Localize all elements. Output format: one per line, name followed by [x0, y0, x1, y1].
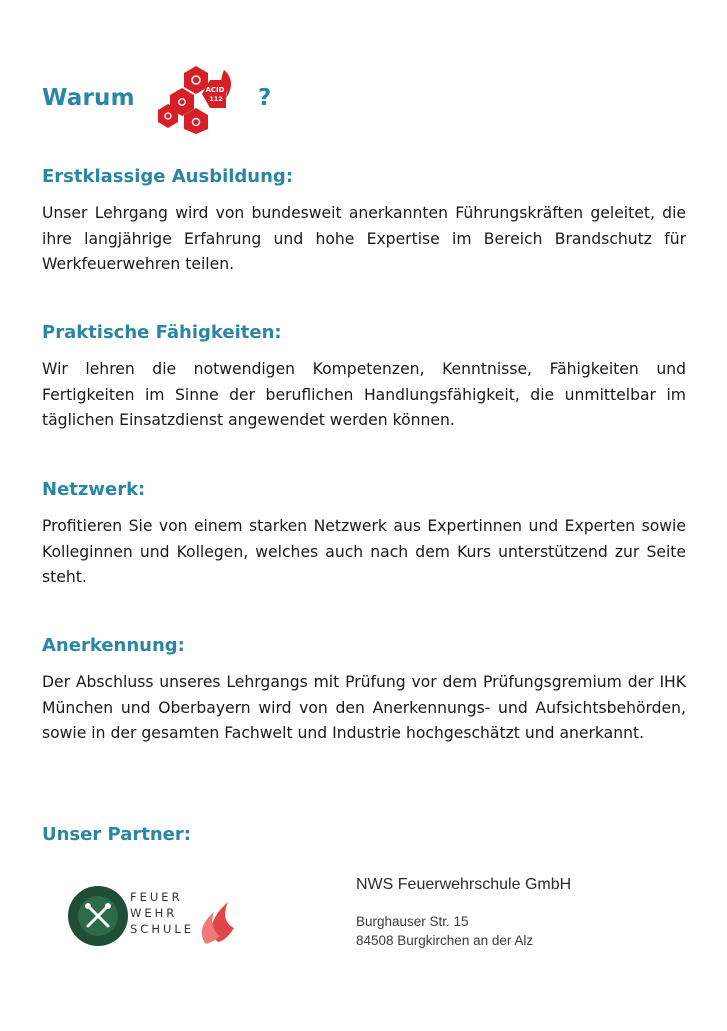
section-anerkennung — [42, 635, 686, 747]
title-word: Warum — [42, 85, 135, 111]
section-netzwerk — [42, 479, 686, 591]
section-heading: Erstklassige Ausbildung: — [42, 166, 294, 187]
section-heading: Netzwerk: — [42, 479, 146, 500]
acid-logo-number: 112 — [209, 95, 223, 103]
wordmark-line: FEUER — [130, 890, 183, 904]
title-question-mark: ? — [258, 85, 272, 111]
section-body: Unser Lehrgang wird von bundesweit anerkannten Führungskräften geleitet, die ihre langjährige Erfahrung und hohe Expertise im Bereich Brandschutz für Werkfeuerwehren teilen. — [42, 204, 686, 273]
partner-street: Burghauser Str. 15 — [356, 914, 469, 929]
partner-address-block — [356, 876, 571, 950]
wordmark-line: SCHULE — [130, 922, 195, 936]
section-heading: Praktische Fähigkeiten: — [42, 322, 282, 343]
wordmark-line: WEHR — [130, 906, 178, 920]
feuerwehrschule-wordmark — [130, 889, 194, 937]
section-ausbildung — [42, 166, 686, 278]
section-body: Profitieren Sie von einem starken Netzwerk aus Expertinnen und Experten sowie Kolleginnen und Kollegen, welches auch nach dem Kurs unterstützend zur Seite steht. — [42, 517, 686, 586]
section-body: Wir lehren die notwendigen Kompetenzen, Kenntnisse, Fähigkeiten und Fertigkeiten im Sinne der beruflichen Handlungsfähigkeit, die unmittelbar im täglichen Einsatzdienst angewendet werden können. — [42, 360, 686, 429]
section-heading: Anerkennung: — [42, 635, 185, 656]
section-body: Der Abschluss unseres Lehrgangs mit Prüfung vor dem Prüfungsgremium der IHK München und Oberbayern wird von den Anerkennungs- und Aufsichtsbehörden, sowie in der gesamten Fachwelt und Industrie hochgeschätzt und anerkannt. — [42, 673, 686, 742]
section-faehigkeiten — [42, 322, 686, 434]
title-row — [42, 64, 302, 134]
acid112-logo-icon — [154, 64, 238, 134]
partner-company-name: NWS Feuerwehrschule GmbH — [356, 876, 572, 893]
partner-city: 84508 Burgkirchen an der Alz — [356, 933, 534, 948]
partner-heading: Unser Partner: — [42, 824, 191, 845]
acid-logo-text: ACID — [205, 86, 225, 94]
